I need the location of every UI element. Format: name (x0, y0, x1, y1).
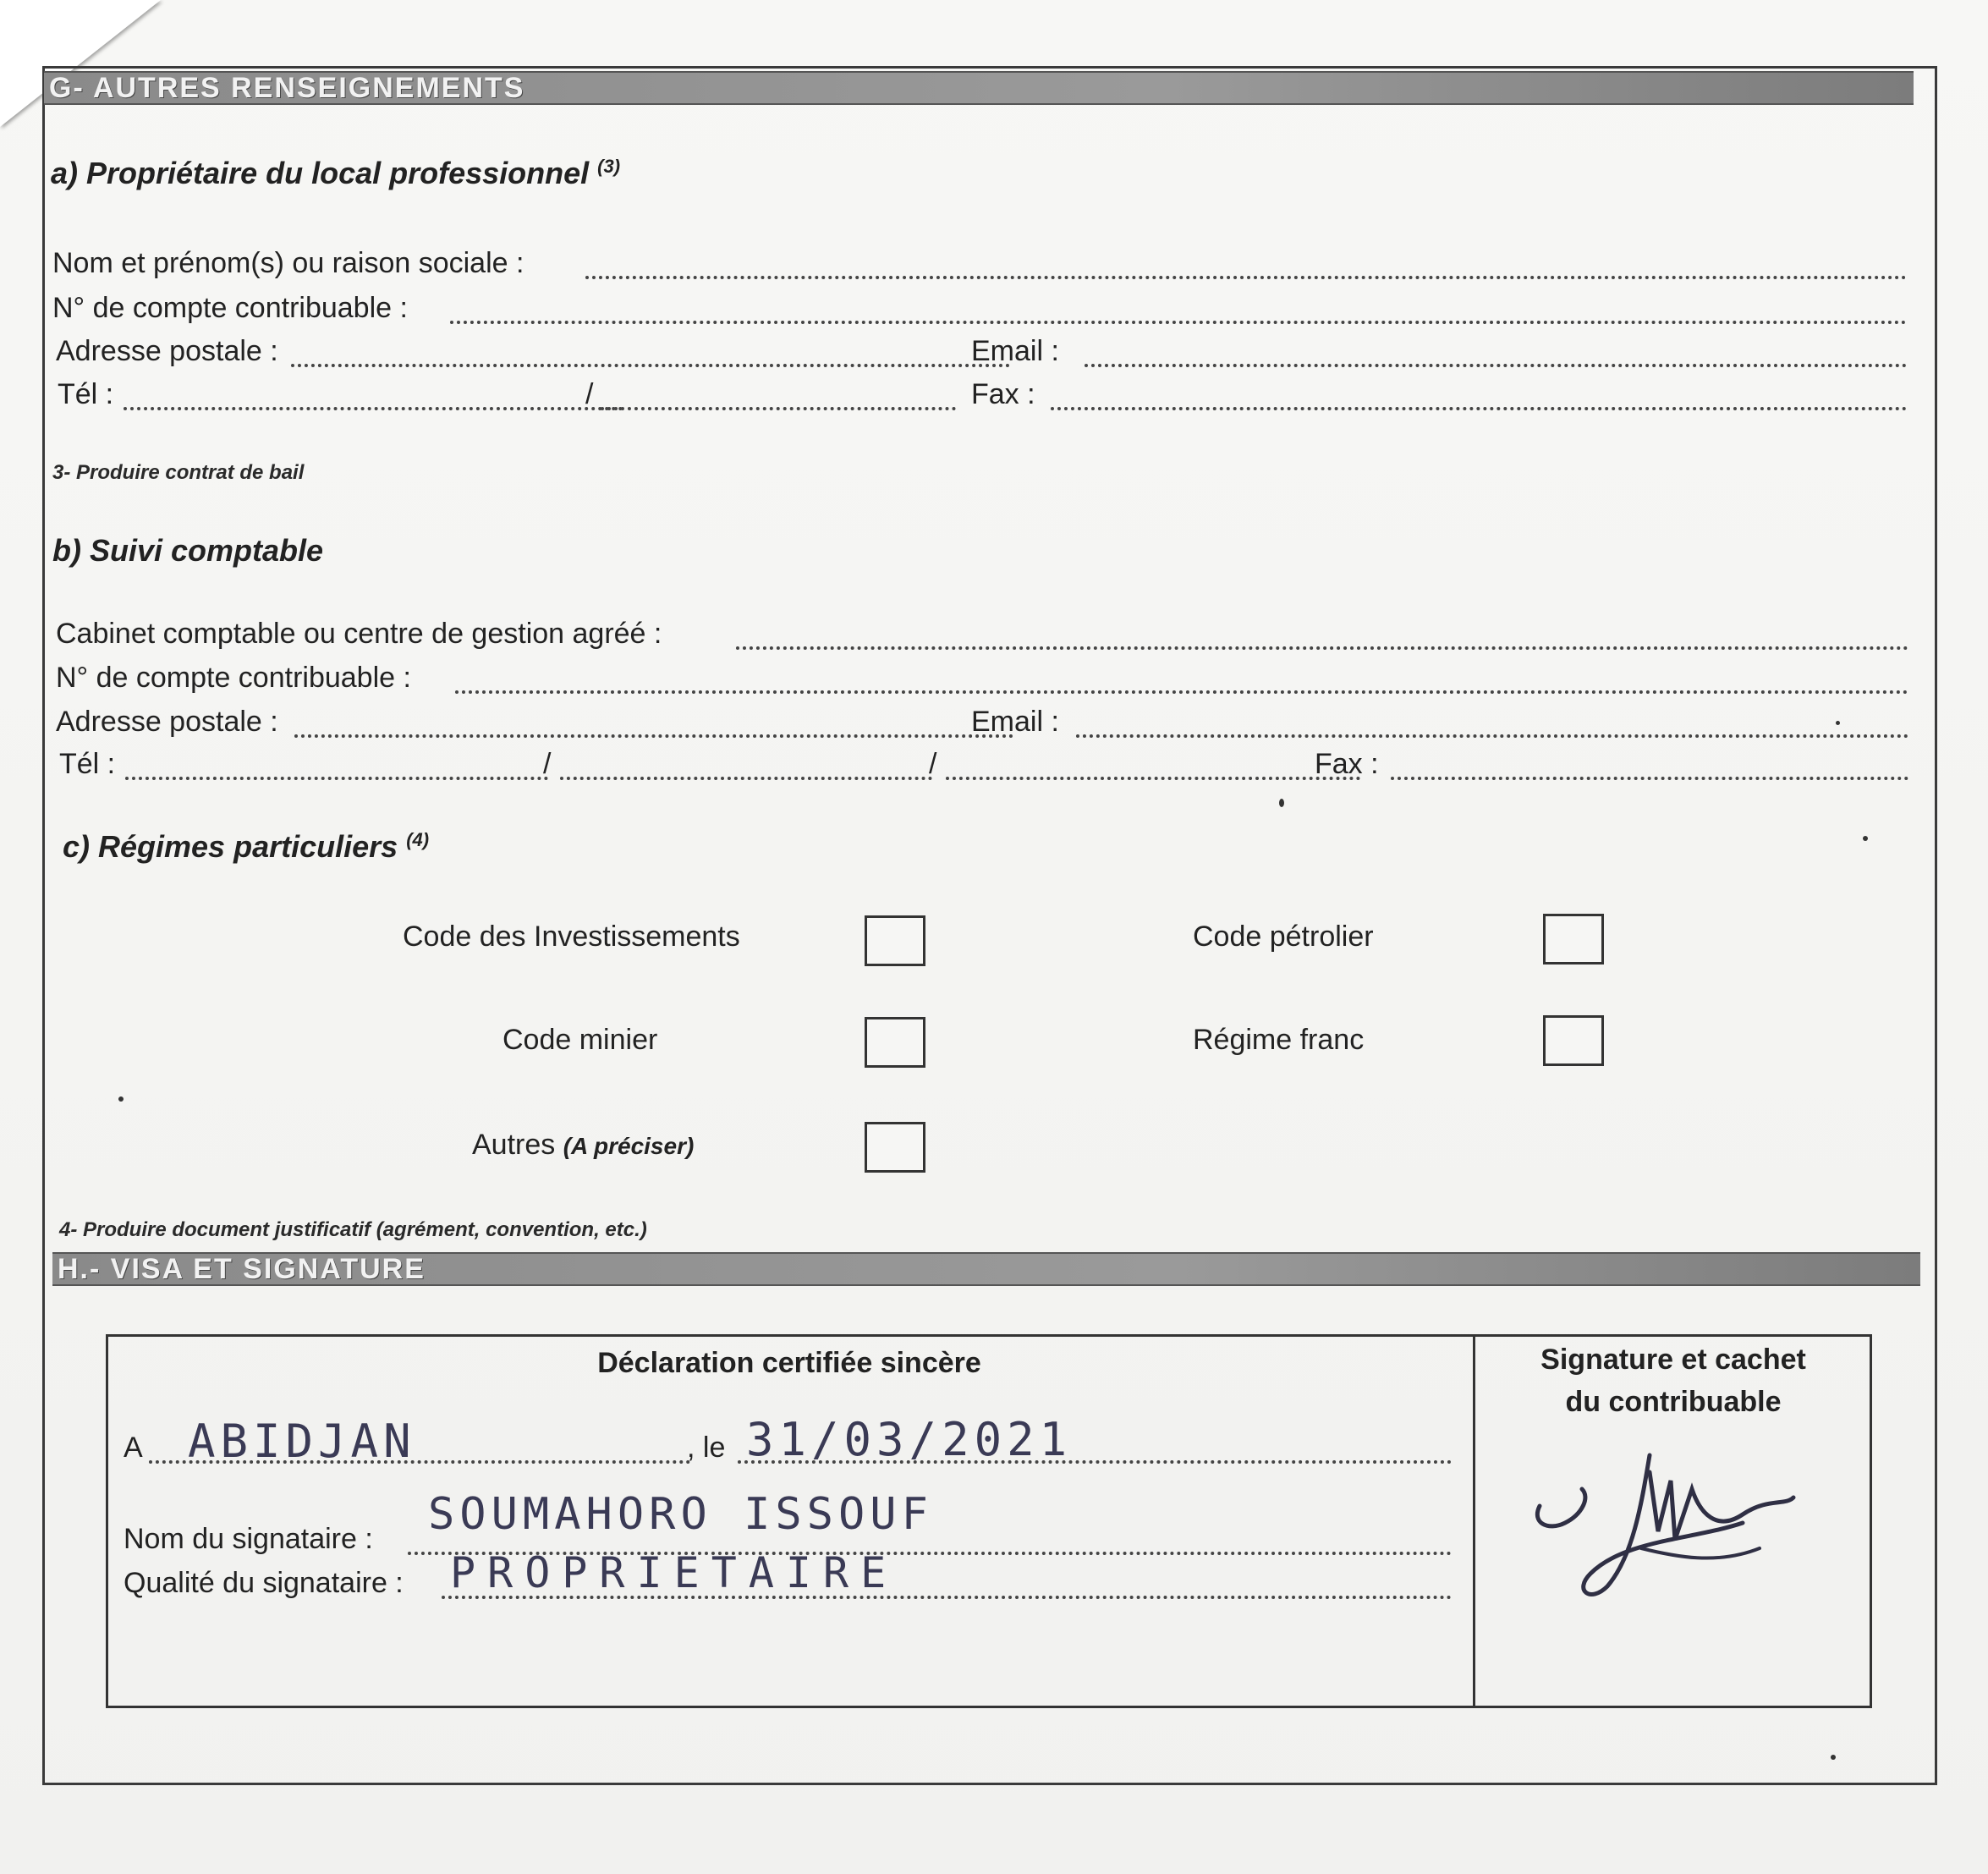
declaration-title: Déclaration certifiée sincère (597, 1347, 981, 1379)
section-h-header (52, 1252, 1920, 1286)
accounting-account-label: N° de compte contribuable : (56, 662, 411, 694)
accounting-address-label: Adresse postale : (56, 706, 278, 738)
option-autres-label: Autres (A préciser) (472, 1129, 695, 1161)
signatory-name-handwritten: SOUMAHORO ISSOUF (428, 1489, 933, 1540)
accounting-phone-slash-1: / (543, 748, 552, 780)
scan-speck (1863, 836, 1868, 841)
owner-phone-slash: / (585, 378, 594, 410)
checkbox-autres[interactable] (865, 1122, 925, 1173)
place-handwritten: ABIDJAN (188, 1415, 416, 1468)
accounting-phone-line-2 (560, 777, 932, 780)
owner-phone-line-1 (124, 407, 623, 410)
date-handwritten: 31/03/2021 (746, 1413, 1073, 1466)
accounting-phone-label: Tél : (59, 748, 116, 780)
scan-speck (1831, 1755, 1836, 1760)
option-autres-note: (A préciser) (563, 1133, 695, 1159)
owner-phone-line-2 (601, 407, 956, 410)
option-petrolier-label: Code pétrolier (1193, 921, 1374, 953)
date-prefix: , le (687, 1432, 726, 1464)
section-g-title: G- AUTRES RENSEIGNEMENTS (49, 72, 525, 104)
scan-speck (1836, 721, 1840, 725)
owner-address-line (291, 364, 1010, 367)
accounting-address-line (294, 734, 1013, 738)
owner-name-label: Nom et prénom(s) ou raison sociale : (52, 247, 524, 279)
scan-speck (118, 1096, 124, 1102)
accounting-firm-label: Cabinet comptable ou centre de gestion agréé : (56, 618, 662, 650)
accounting-firm-field[interactable] (52, 618, 1908, 655)
owner-fax-label: Fax : (971, 378, 1035, 410)
visa-divider (1473, 1334, 1475, 1708)
handwritten-signature (1523, 1438, 1810, 1607)
regimes-heading-note: (4) (406, 829, 430, 850)
accounting-address-field[interactable] (52, 706, 1908, 743)
accounting-phone-slash-2: / (929, 748, 937, 780)
regimes-heading: c) Régimes particuliers $^{(4)}$ (63, 829, 430, 864)
owner-email-line (1085, 364, 1907, 367)
accounting-email-label: Email : (971, 706, 1059, 738)
signatory-quality-label: Qualité du signataire : (124, 1567, 404, 1599)
section-h-title: H.- VISA ET SIGNATURE (58, 1253, 426, 1285)
section-g-header (44, 71, 1914, 105)
owner-account-label: N° de compte contribuable : (52, 292, 408, 324)
owner-heading: a) Propriétaire du local professionnel $^{(3)}$ (51, 156, 621, 190)
scan-speck (1279, 799, 1284, 807)
accounting-fax-label: Fax : (1315, 748, 1379, 780)
signatory-quality-handwritten: PROPRIETAIRE (450, 1548, 898, 1597)
owner-account-line (450, 321, 1907, 324)
signatory-name-label: Nom du signataire : (124, 1523, 373, 1555)
owner-name-field[interactable] (52, 247, 1907, 284)
owner-phone-label: Tél : (58, 378, 114, 410)
owner-name-line (585, 276, 1907, 279)
accounting-firm-line (736, 646, 1908, 650)
owner-account-field[interactable] (52, 292, 1907, 329)
accounting-account-line (455, 690, 1908, 694)
accounting-heading: b) Suivi comptable (52, 533, 324, 568)
signature-title-2: du contribuable (1565, 1386, 1782, 1418)
owner-fax-line (1051, 407, 1907, 410)
footnote-3: 3- Produire contrat de bail (52, 461, 305, 484)
accounting-fax-line (1391, 777, 1908, 780)
checkbox-minier[interactable] (865, 1017, 925, 1068)
place-prefix: A (124, 1432, 143, 1464)
footnote-4: 4- Produire document justificatif (agrément, convention, etc.) (59, 1218, 647, 1241)
signature-title-1: Signature et cachet (1540, 1344, 1806, 1376)
accounting-account-field[interactable] (52, 662, 1908, 699)
checkbox-franc[interactable] (1543, 1015, 1604, 1066)
accounting-email-line (1076, 734, 1908, 738)
option-investissements-label: Code des Investissements (403, 921, 740, 953)
accounting-phone-field[interactable] (52, 748, 1908, 785)
owner-phone-field[interactable] (52, 378, 1907, 415)
accounting-phone-line-1 (125, 777, 548, 780)
option-franc-label: Régime franc (1193, 1024, 1365, 1056)
accounting-phone-line-3 (946, 777, 1360, 780)
owner-email-label: Email : (971, 335, 1059, 367)
checkbox-petrolier[interactable] (1543, 914, 1604, 964)
option-minier-label: Code minier (502, 1024, 658, 1056)
owner-address-field[interactable] (52, 335, 1907, 372)
checkbox-investissements[interactable] (865, 915, 925, 966)
owner-heading-note: (3) (597, 156, 621, 177)
owner-address-label: Adresse postale : (56, 335, 278, 367)
